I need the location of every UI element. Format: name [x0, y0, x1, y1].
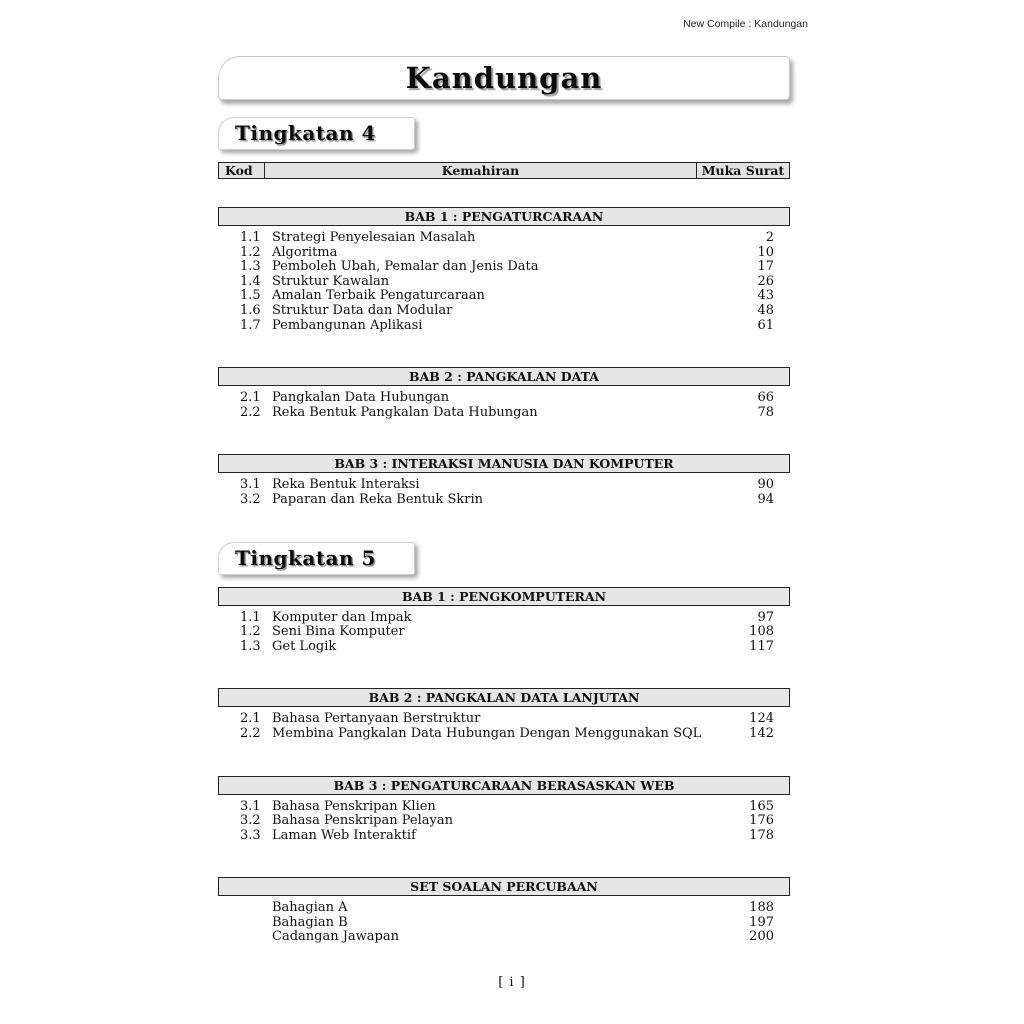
toc-row	[218, 304, 790, 319]
toc-item-page: 48	[757, 302, 774, 318]
toc-item-page: 117	[749, 638, 774, 654]
toc-item-title: Cadangan Jawapan	[272, 929, 400, 945]
toc-item-code: 3.1	[240, 798, 261, 814]
section-tingkatan-5	[218, 542, 790, 946]
toc-item-code: 2.2	[240, 404, 261, 420]
section-heading-label: Tingkatan 5	[235, 545, 376, 570]
toc-item-page: 197	[749, 914, 774, 930]
toc-item-title: Bahagian B	[272, 914, 348, 930]
toc-row	[218, 289, 790, 304]
chapter-header: BAB 1 : PENGKOMPUTERAN	[218, 587, 790, 606]
chapter-rows	[218, 391, 790, 420]
toc-row	[218, 916, 790, 931]
column-header-muka-surat: Muka Surat	[701, 163, 785, 178]
toc-item-title: Pangkalan Data Hubungan	[272, 390, 450, 406]
toc-item-title: Bahagian A	[272, 900, 348, 916]
toc-row	[218, 391, 790, 406]
toc-item-page: 178	[749, 827, 774, 843]
toc-row	[218, 231, 790, 246]
toc-item-title: Seni Bina Komputer	[272, 624, 405, 640]
toc-item-code: 1.1	[240, 609, 261, 625]
chapter-rows	[218, 478, 790, 507]
chapter-block	[218, 367, 790, 420]
toc-item-title: Bahasa Penskripan Pelayan	[272, 813, 453, 829]
toc-row	[218, 814, 790, 829]
toc-item-code: 1.2	[240, 244, 261, 260]
toc-row	[218, 493, 790, 508]
section-heading-label: Tingkatan 4	[235, 121, 376, 145]
toc-row	[218, 260, 790, 275]
toc-item-code: 1.3	[240, 259, 261, 275]
toc-item-title: Reka Bentuk Interaksi	[272, 477, 420, 493]
toc-item-code: 2.1	[240, 711, 261, 727]
toc-row	[218, 406, 790, 421]
toc-item-page: 165	[749, 798, 774, 814]
toc-item-code: 3.2	[240, 491, 261, 507]
column-header-kemahiran: Kemahiran	[265, 163, 697, 178]
toc-item-code: 2.2	[240, 725, 261, 741]
section-heading-tingkatan-4	[218, 117, 415, 150]
title-banner	[218, 56, 790, 100]
column-header-row	[218, 162, 790, 179]
toc-item-page: 142	[749, 725, 774, 741]
toc-item-title: Pembangunan Aplikasi	[272, 317, 423, 333]
chapter-block	[218, 454, 790, 507]
toc-item-code: 1.1	[240, 230, 261, 245]
chapter-block	[218, 776, 790, 844]
toc-item-title: Algoritma	[272, 244, 338, 260]
column-header-kod: Kod	[219, 163, 265, 178]
toc-item-title: Membina Pangkalan Data Hubungan Dengan Menggunakan SQL	[272, 725, 702, 741]
toc-item-title: Reka Bentuk Pangkalan Data Hubungan	[272, 404, 538, 420]
chapter-block	[218, 587, 790, 655]
toc-item-page: 43	[757, 288, 774, 304]
toc-item-title: Bahasa Pertanyaan Berstruktur	[272, 711, 481, 727]
toc-item-code: 1.2	[240, 624, 261, 640]
toc-item-code: 1.6	[240, 302, 261, 318]
header-note: New Compile : Kandungan	[683, 18, 808, 30]
toc-item-code	[240, 930, 272, 945]
toc-row	[218, 275, 790, 290]
toc-item-code	[240, 901, 272, 916]
toc-item-title: Get Logik	[272, 638, 337, 654]
chapter-rows	[218, 231, 790, 333]
toc-item-page: 200	[749, 929, 774, 945]
toc-item-code: 1.7	[240, 317, 261, 333]
toc-item-code: 3.2	[240, 813, 261, 829]
chapter-header: BAB 3 : PENGATURCARAAN BERASASKAN WEB	[218, 776, 790, 795]
toc-row	[218, 800, 790, 815]
toc-item-title: Laman Web Interaktif	[272, 827, 416, 843]
toc-item-page: 2	[765, 230, 774, 245]
toc-item-title: Komputer dan Impak	[272, 609, 412, 625]
toc-item-title: Struktur Kawalan	[272, 273, 390, 289]
tingkatan-4-chapters	[218, 207, 790, 508]
toc-row	[218, 625, 790, 640]
page-number-footer: [ i ]	[498, 975, 526, 990]
toc-item-code: 3.1	[240, 477, 261, 493]
toc-item-code: 1.3	[240, 638, 261, 654]
toc-row	[218, 712, 790, 727]
toc-row	[218, 478, 790, 493]
toc-row	[218, 611, 790, 626]
toc-item-page: 94	[757, 491, 774, 507]
toc-item-page: 61	[757, 317, 774, 333]
toc-page	[218, 56, 790, 979]
toc-item-page: 176	[749, 813, 774, 829]
toc-row	[218, 727, 790, 742]
chapter-rows	[218, 901, 790, 945]
chapter-header: BAB 2 : PANGKALAN DATA	[218, 367, 790, 386]
toc-item-title: Amalan Terbaik Pengaturcaraan	[272, 288, 485, 304]
toc-row	[218, 319, 790, 334]
chapter-block	[218, 877, 790, 945]
toc-item-code: 1.5	[240, 288, 261, 304]
toc-item-code: 2.1	[240, 390, 261, 406]
toc-row	[218, 829, 790, 844]
toc-item-page: 188	[749, 900, 774, 916]
toc-item-title: Pemboleh Ubah, Pemalar dan Jenis Data	[272, 259, 539, 275]
chapter-header: SET SOALAN PERCUBAAN	[218, 877, 790, 896]
chapter-block	[218, 207, 790, 333]
toc-row	[218, 640, 790, 655]
toc-item-page: 124	[749, 711, 774, 727]
toc-item-title: Paparan dan Reka Bentuk Skrin	[272, 491, 484, 507]
chapter-rows	[218, 800, 790, 844]
section-heading-tingkatan-5	[218, 542, 415, 575]
toc-row	[218, 246, 790, 261]
section-tingkatan-4	[218, 117, 790, 508]
tingkatan-5-chapters	[218, 587, 790, 946]
chapter-block	[218, 688, 790, 741]
toc-item-page: 66	[757, 390, 774, 406]
toc-row	[218, 930, 790, 945]
chapter-rows	[218, 611, 790, 655]
toc-item-code: 3.3	[240, 827, 261, 843]
toc-row	[218, 901, 790, 916]
toc-item-page: 17	[757, 259, 774, 275]
chapter-rows	[218, 712, 790, 741]
toc-item-title: Struktur Data dan Modular	[272, 302, 453, 318]
toc-item-page: 78	[757, 404, 774, 420]
toc-item-page: 108	[749, 624, 774, 640]
toc-item-code	[240, 916, 272, 931]
toc-item-code: 1.4	[240, 273, 261, 289]
toc-item-title: Strategi Penyelesaian Masalah	[272, 230, 476, 245]
toc-item-page: 26	[757, 273, 774, 289]
chapter-header: BAB 1 : PENGATURCARAAN	[218, 207, 790, 226]
toc-item-title: Bahasa Penskripan Klien	[272, 798, 436, 814]
chapter-header: BAB 2 : PANGKALAN DATA LANJUTAN	[218, 688, 790, 707]
page-title: Kandungan	[405, 61, 603, 95]
toc-item-page: 97	[757, 609, 774, 625]
toc-item-page: 90	[757, 477, 774, 493]
chapter-header: BAB 3 : INTERAKSI MANUSIA DAN KOMPUTER	[218, 454, 790, 473]
toc-item-page: 10	[757, 244, 774, 260]
